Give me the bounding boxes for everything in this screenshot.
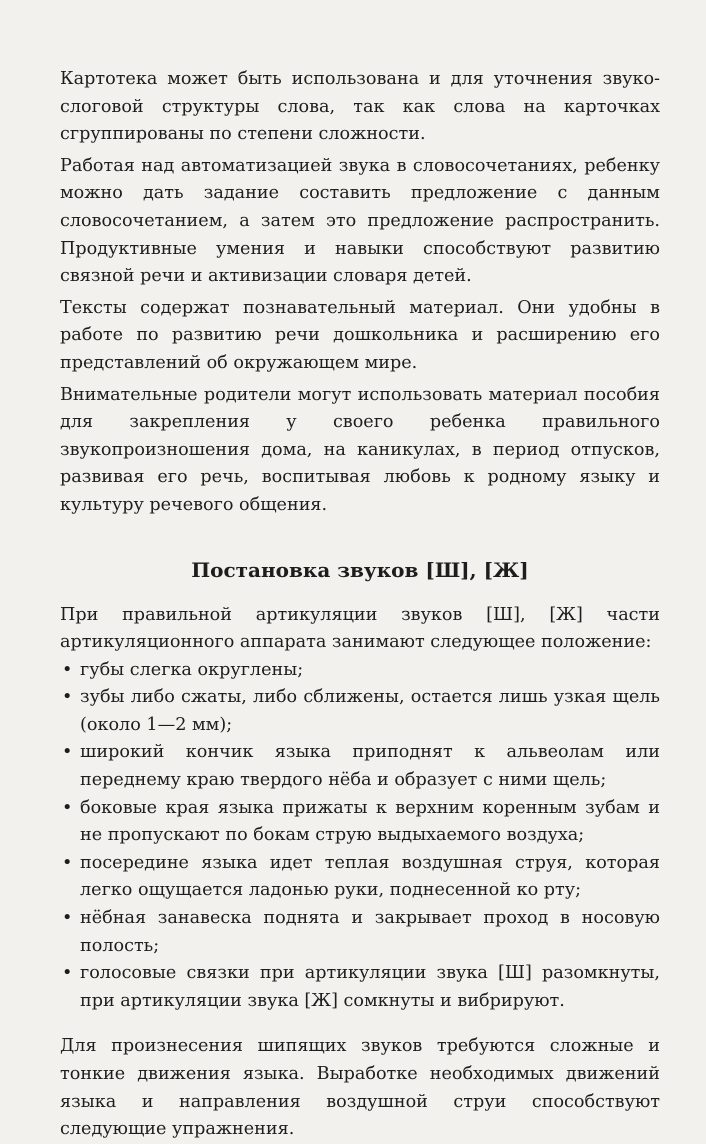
list-item bbox=[60, 657, 660, 685]
intro-paragraph: При правильной артикуляции звуков [Ш], [Ж] части артикуляционного аппарата занимают следующее положение: bbox=[60, 604, 660, 653]
list-item bbox=[60, 905, 660, 960]
paragraph-word-combinations: Работая над автоматизацией звука в словосочетаниях, ребенку можно дать задание составить предложение с данным словосочетанием, а затем это предложение распространить. Продуктивные умения и навыки способствуют развитию связной речи и активизации словаря детей. bbox=[60, 155, 660, 287]
list-item-text: зубы либо сжаты, либо сближены, остается лишь узкая щель (около 1—2 мм); bbox=[80, 687, 660, 735]
list-item bbox=[60, 795, 660, 850]
list-item-text: посередине языка идет теплая воздушная струя, которая легко ощущается ладонью руки, поднесенной ко рту; bbox=[80, 852, 660, 901]
list-item bbox=[60, 960, 660, 1015]
bullet-icon: • bbox=[62, 797, 73, 818]
closing-paragraph: Для произнесения шипящих звуков требуются сложные и тонкие движения языка. Выработке необходимых движений языка и направления воздушной струи способствуют следующие упражнения. bbox=[60, 1036, 660, 1140]
bullet-icon: • bbox=[62, 659, 73, 680]
bullet-icon: • bbox=[62, 742, 73, 763]
list-item bbox=[60, 739, 660, 794]
bullet-icon: • bbox=[62, 963, 73, 984]
bullet-icon: • bbox=[62, 852, 73, 873]
list-item bbox=[60, 850, 660, 905]
articulation-list bbox=[60, 657, 660, 1016]
paragraph-parents: Внимательные родители могут использовать материал пособия для закрепления у своего ребенка правильного звукопроизношения дома, на каникулах, в период отпусков, развивая его речь, воспитывая любовь к родному языку и культуру речевого общения. bbox=[60, 384, 660, 515]
list-item-text: широкий кончик языка приподнят к альвеолам или переднему краю твердого нёба и образует с ними щель; bbox=[80, 742, 660, 791]
list-item-text: губы слегка округлены; bbox=[80, 659, 304, 680]
list-item bbox=[60, 684, 660, 739]
section-heading: Постановка звуков [Ш], [Ж] bbox=[191, 557, 529, 582]
list-item-text: нёбная занавеска поднята и закрывает проход в носовую полость; bbox=[80, 908, 660, 956]
paragraph-texts: Тексты содержат познавательный материал. Они удобны в работе по развитию речи дошкольника и расширению его представлений об окружающем мире. bbox=[60, 297, 660, 373]
list-item-text: боковые края языка прижаты к верхним коренным зубам и не пропускают по бокам струю выдыхаемого воздуха; bbox=[80, 797, 660, 846]
paragraph-card-index: Картотека может быть использована и для уточнения звуко-слоговой структуры слова, так как слова на карточках сгруппированы по степени сложности. bbox=[60, 69, 660, 145]
bullet-icon: • bbox=[62, 687, 73, 708]
bullet-icon: • bbox=[62, 908, 73, 929]
list-item-text: голосовые связки при артикуляции звука [Ш] разомкнуты, при артикуляции звука [Ж] сомкнуты и вибрируют. bbox=[80, 963, 660, 1011]
